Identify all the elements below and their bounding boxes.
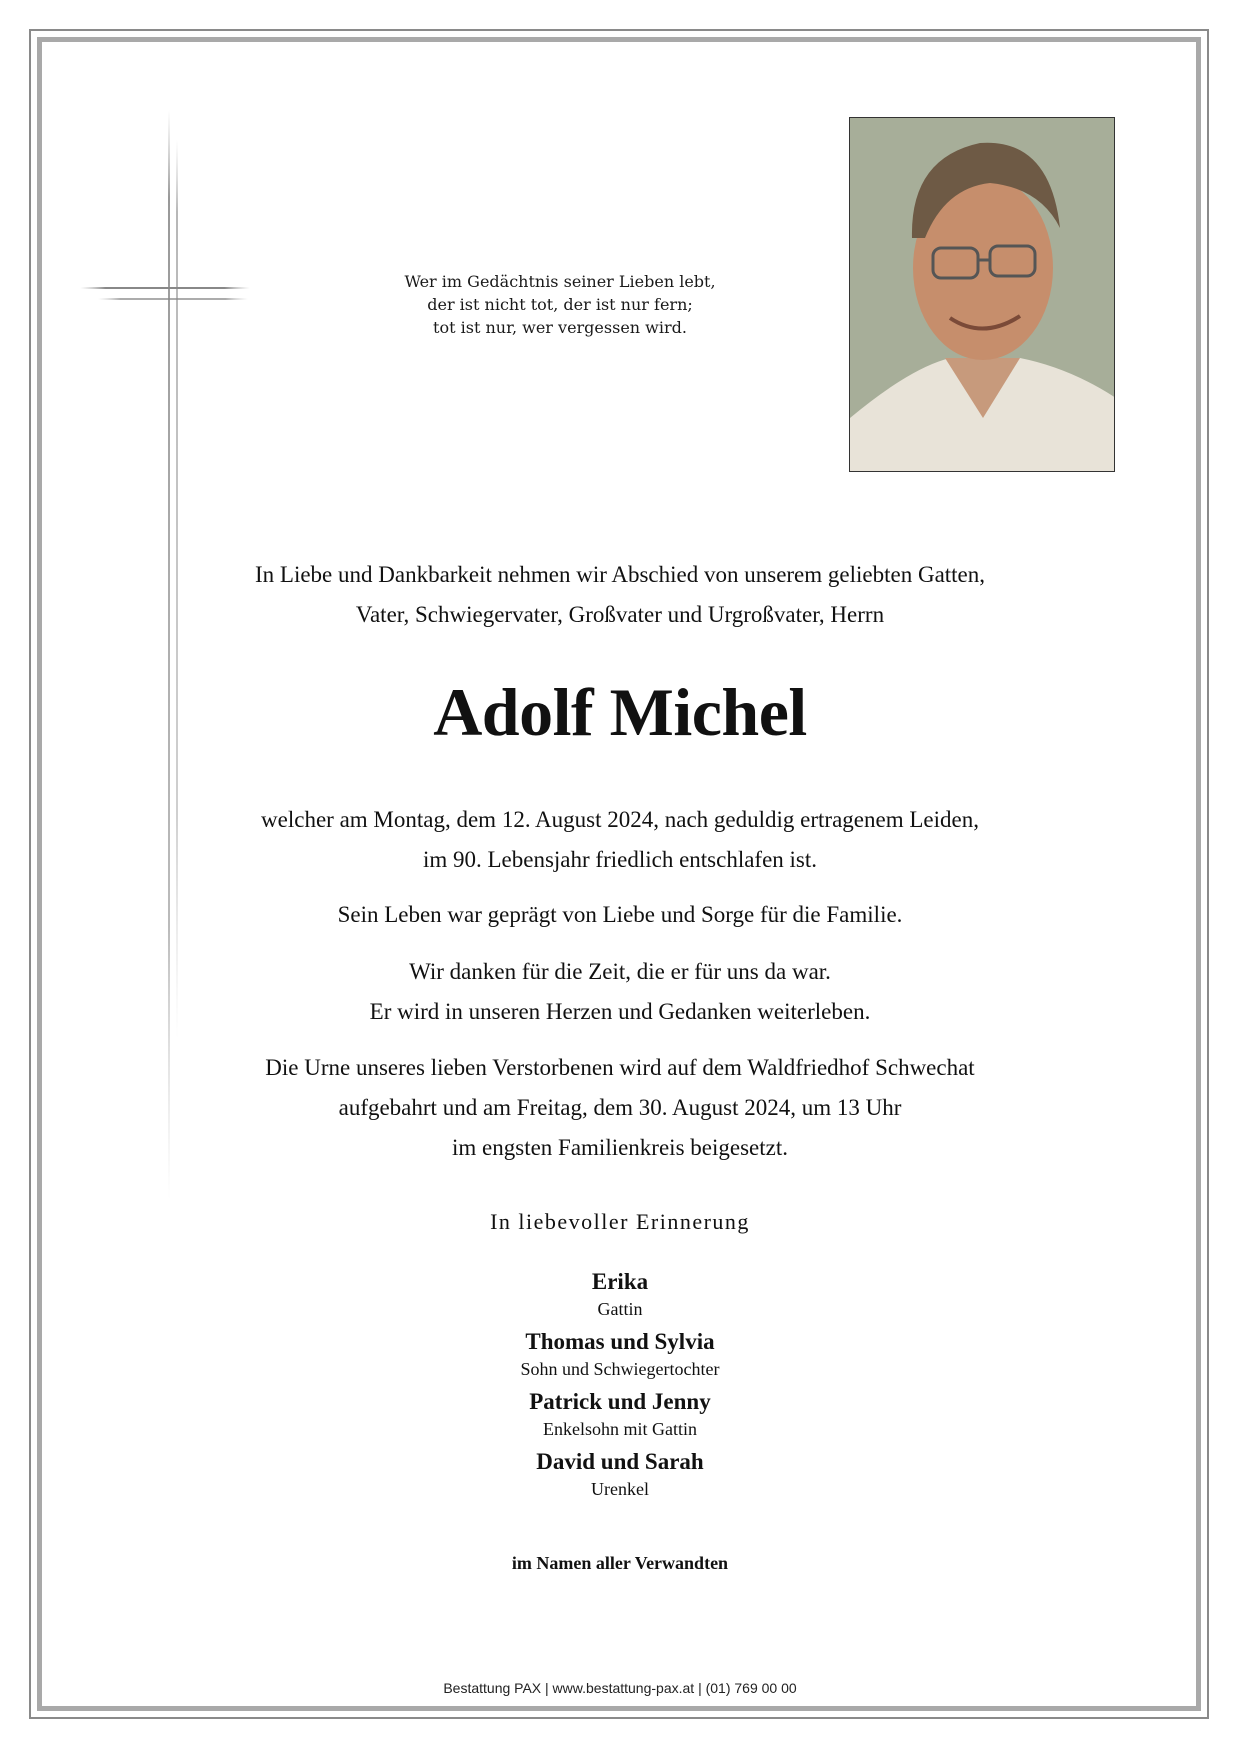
mourner-name: David und Sarah [536, 1449, 704, 1474]
closing-line: im Namen aller Verwandten [511, 1553, 729, 1573]
burial-line: Die Urne unseres lieben Verstorbenen wird auf dem Waldfriedhof Schwechat [265, 1055, 975, 1080]
intro-line: Vater, Schwiegervater, Großvater und Urgroßvater, Herrn [355, 602, 885, 627]
burial-line: im engsten Familienkreis beigesetzt. [452, 1135, 788, 1160]
portrait-illustration [850, 118, 1115, 472]
gratitude-line: Er wird in unseren Herzen und Gedanken weiterleben. [369, 999, 871, 1024]
intro-text [180, 555, 1060, 635]
life-text [180, 895, 1060, 935]
death-notice-line: im 90. Lebensjahr friedlich entschlafen ist. [422, 847, 818, 872]
deceased-name: Adolf Michel [433, 674, 807, 750]
funeral-home-footer: Bestattung PAX | www.bestattung-pax.at | (01) 769 00 00 [443, 1680, 797, 1696]
burial-info [180, 1048, 1060, 1168]
quote-line: Wer im Gedächtnis seiner Lieben lebt, [404, 272, 716, 291]
mourner-name: Thomas und Sylvia [525, 1329, 715, 1354]
intro-line: In Liebe und Dankbarkeit nehmen wir Abschied von unserem geliebten Gatten, [254, 562, 986, 587]
mourner [180, 1447, 1060, 1501]
mourner-relation: Sohn und Schwiegertochter [520, 1359, 720, 1379]
mourner [180, 1267, 1060, 1321]
mourner [180, 1387, 1060, 1441]
mourner [180, 1327, 1060, 1381]
gratitude-line: Wir danken für die Zeit, die er für uns da war. [409, 959, 831, 984]
quote-line: tot ist nur, wer vergessen wird. [433, 318, 687, 337]
life-line: Sein Leben war geprägt von Liebe und Sorge für die Familie. [337, 902, 903, 927]
mourner-relation: Urenkel [591, 1479, 649, 1499]
mourners-list [180, 1267, 1060, 1507]
death-notice-line: welcher am Montag, dem 12. August 2024, nach geduldig ertragenem Leiden, [261, 807, 979, 832]
portrait-photo [849, 117, 1115, 472]
death-notice [180, 800, 1060, 880]
memorial-quote [380, 270, 740, 339]
cross-icon [80, 110, 260, 1200]
burial-line: aufgebahrt und am Freitag, dem 30. August 2024, um 13 Uhr [338, 1095, 902, 1120]
remembrance-heading: In liebevoller Erinnerung [490, 1209, 750, 1234]
mourner-name: Patrick und Jenny [529, 1389, 711, 1414]
mourner-relation: Enkelsohn mit Gattin [543, 1419, 697, 1439]
mourner-relation: Gattin [597, 1299, 643, 1319]
quote-line: der ist nicht tot, der ist nur fern; [427, 295, 693, 314]
mourner-name: Erika [591, 1269, 649, 1294]
gratitude-text [180, 952, 1060, 1032]
